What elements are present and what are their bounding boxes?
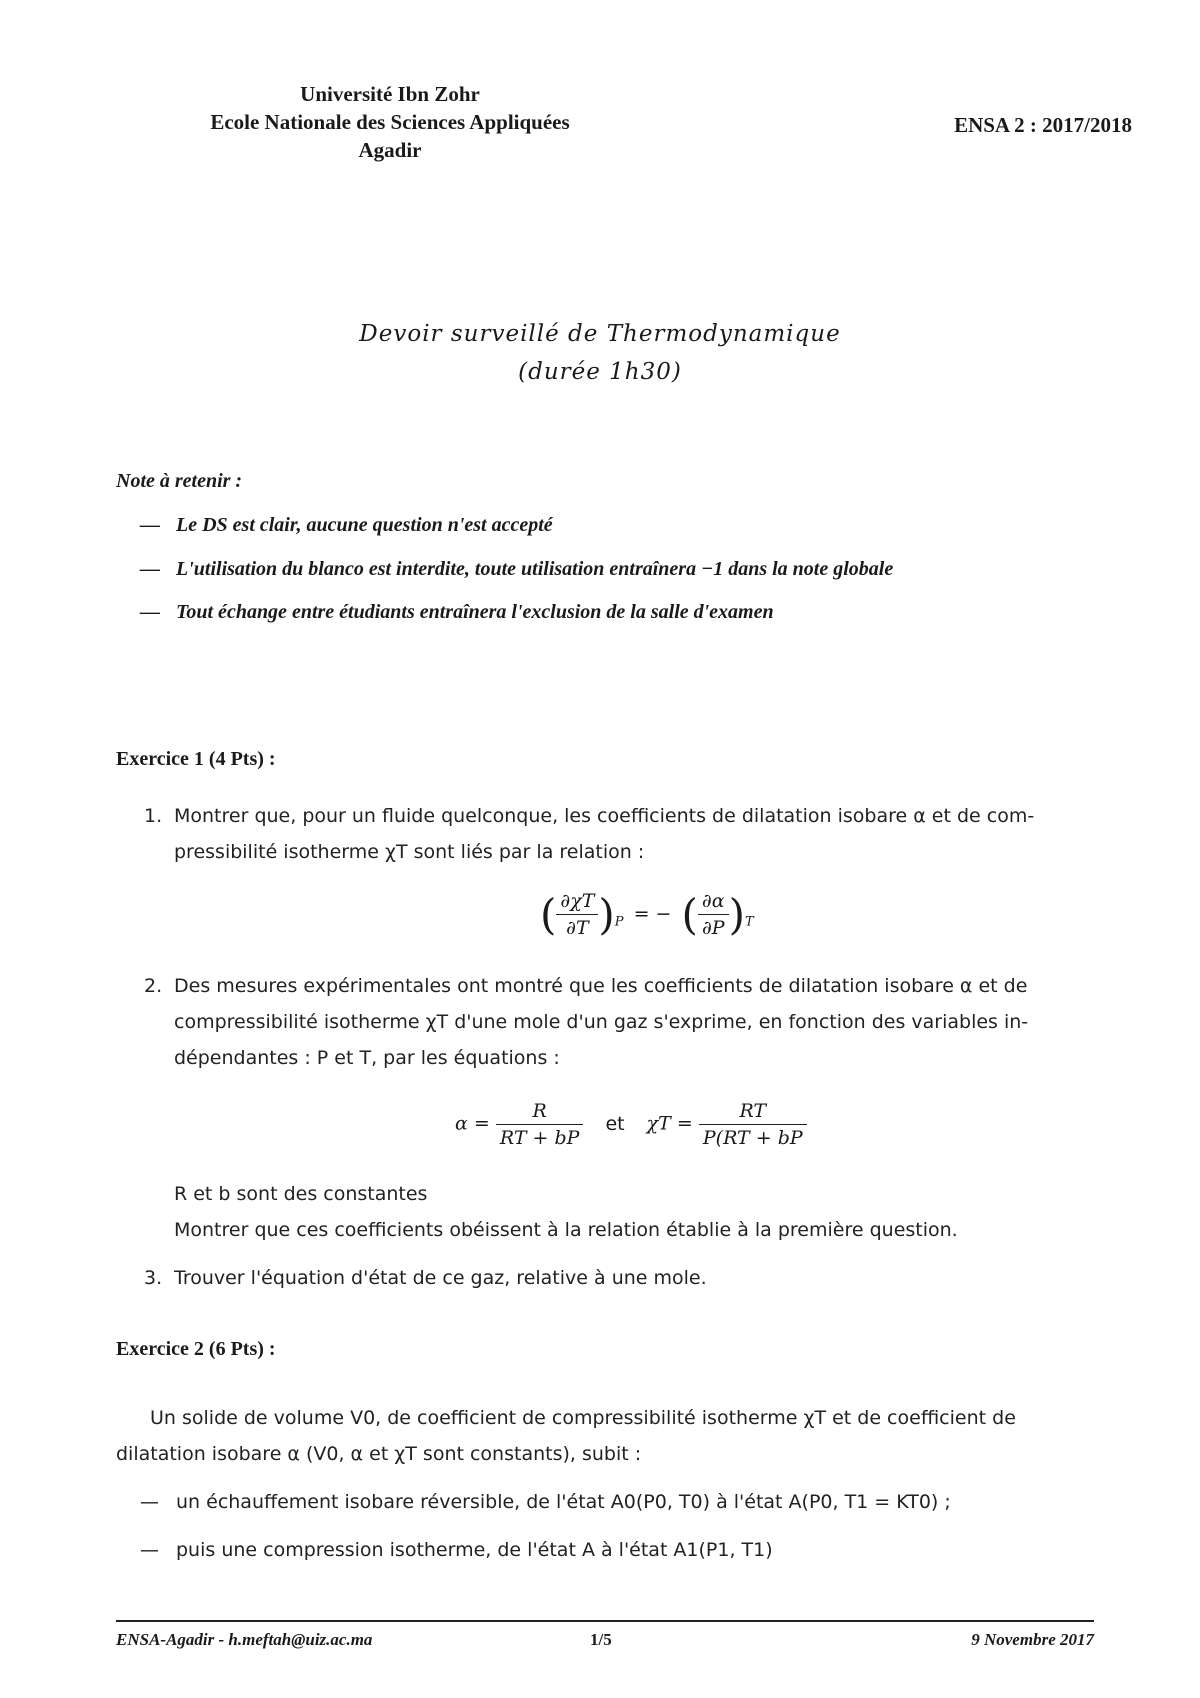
- note-item: — L'utilisation du blanco est interdite, toute utilisation entraînera −1 dans la note globale: [140, 558, 894, 580]
- equation-2: α = $\frac{R}{RT + bP}$ et χT = $\frac{RT}{P(RT + bP}$: [455, 1100, 807, 1149]
- q2-line-3: dépendantes : P et T, par les équations :: [174, 1047, 560, 1069]
- constants-note: R et b sont des constantes: [174, 1183, 428, 1205]
- exercise-2-title: Exercice 2 (6 Pts) :: [116, 1338, 276, 1360]
- instruction-text: Montrer que ces coefficients obéissent à la relation établie à la première question.: [174, 1219, 958, 1241]
- list-item: — puis une compression isotherme, de l'état A à l'état A1(P1, T1): [140, 1539, 773, 1561]
- q1-line-2: pressibilité isotherme χT sont liés par la relation :: [174, 841, 645, 863]
- school-name: Ecole Nationale des Sciences Appliquées: [210, 110, 570, 134]
- footer-date: 9 Novembre 2017: [971, 1630, 1094, 1649]
- exercise-2-intro-line-1: Un solide de volume V0, de coefficient de compressibilité isotherme χT et de coefficient de: [150, 1407, 1016, 1429]
- q2-line-1: Des mesures expérimentales ont montré que les coefficients de dilatation isobare α et de: [174, 975, 1028, 997]
- list-item: — un échauffement isobare réversible, de l'état A0(P0, T0) à l'état A(P0, T1 = KT0) ;: [140, 1491, 951, 1513]
- equation-1: ( $\frac{\partial\chi T}{\partial T}$ )$_P$ = − ( $\frac{\partial\alpha}{\partial P}$ )$_T$: [540, 890, 754, 939]
- q1-line-1: Montrer que, pour un fluide quelconque, les coefficients de dilatation isobare α et de com-: [174, 805, 1035, 827]
- note-heading: Note à retenir :: [116, 470, 243, 492]
- city-name: Agadir: [358, 138, 422, 162]
- note-item: — Tout échange entre étudiants entraînera l'exclusion de la salle d'examen: [140, 601, 774, 623]
- footer-contact: ENSA-Agadir - h.meftah@uiz.ac.ma: [116, 1630, 373, 1649]
- note-item: — Le DS est clair, aucune question n'est accepté: [140, 514, 553, 536]
- page-number: 1/5: [590, 1630, 612, 1649]
- page-title: [0, 315, 1200, 391]
- title-line-1: Devoir surveillé de Thermodynamique: [359, 321, 841, 347]
- footer-divider: [116, 1620, 1094, 1622]
- university-name: Université Ibn Zohr: [300, 82, 480, 106]
- exercise-2-intro-line-2: dilatation isobare α (V0, α et χT sont constants), subit :: [116, 1443, 642, 1465]
- exercise-1-title: Exercice 1 (4 Pts) :: [116, 748, 276, 770]
- title-line-2: (durée 1h30): [518, 359, 682, 385]
- institution-header: [170, 80, 610, 164]
- q2-line-2: compressibilité isotherme χT d'une mole d'un gaz s'exprime, en fonction des variables in-: [174, 1011, 1029, 1033]
- academic-year: ENSA 2 : 2017/2018: [954, 113, 1132, 137]
